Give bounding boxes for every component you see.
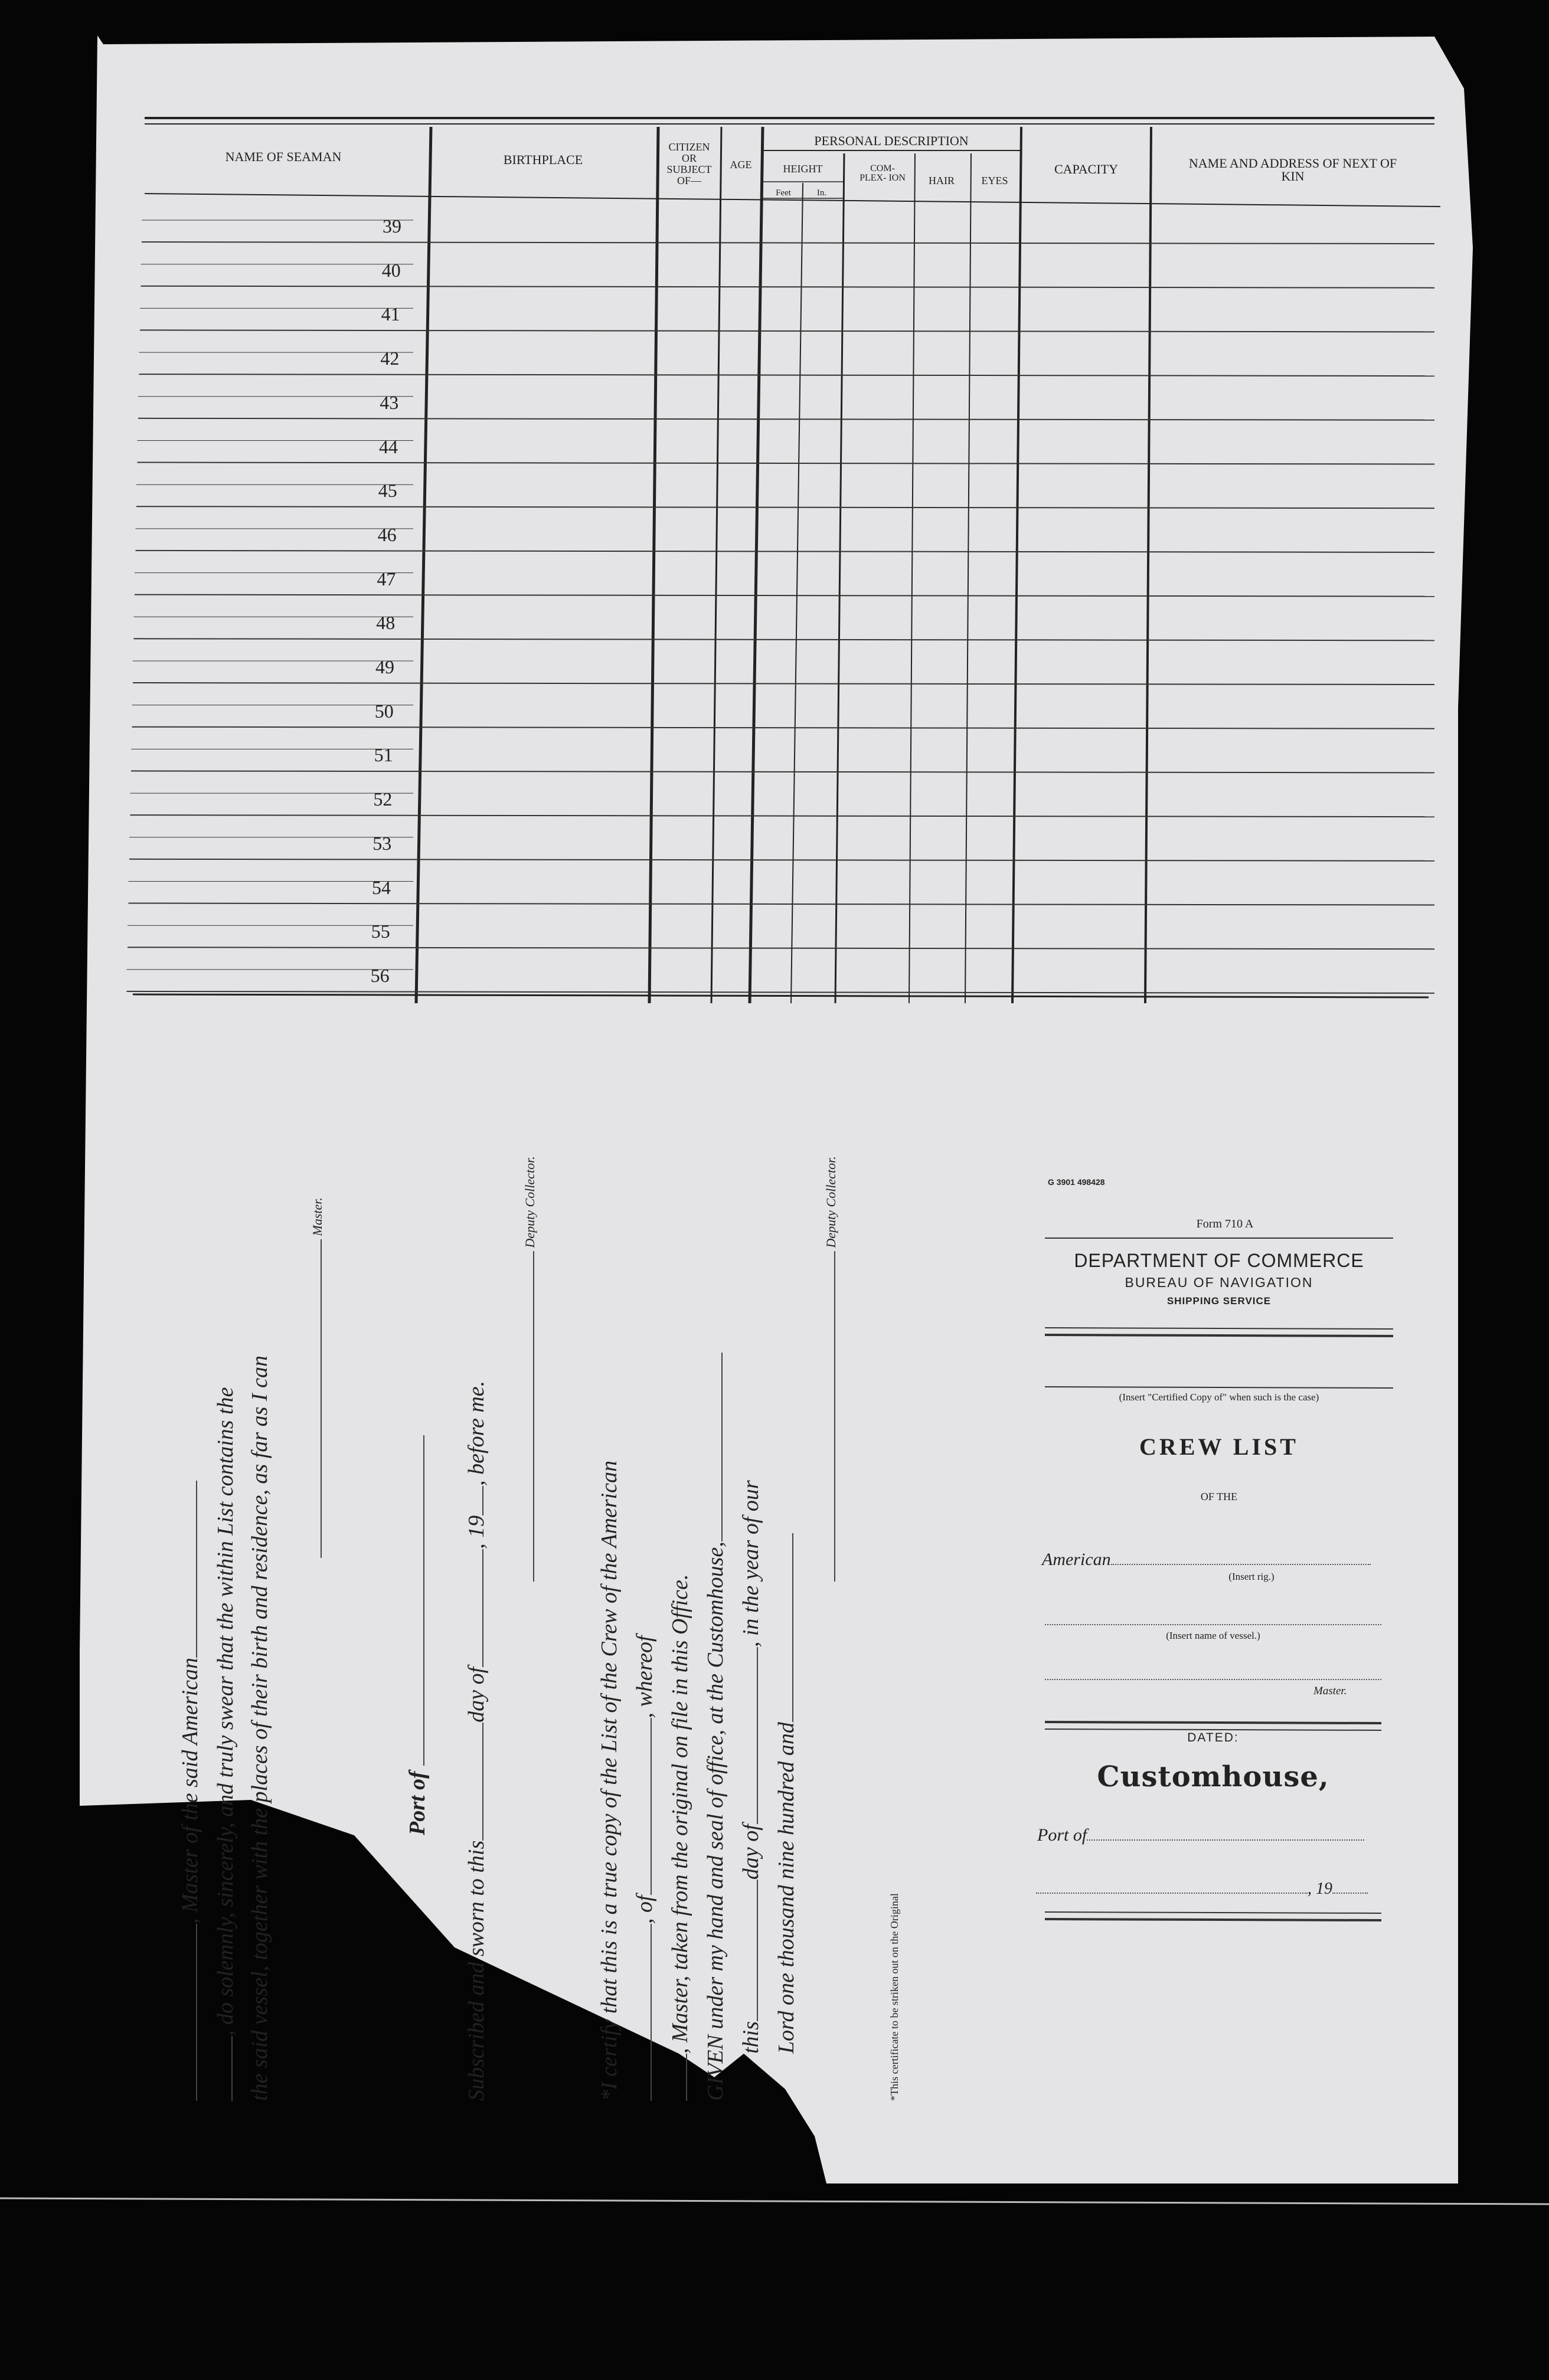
oath-line-1-text: , Master of the said American [178,1657,202,1924]
cover-port-label: Port of [1037,1825,1087,1845]
oath-given-line [702,1353,728,2101]
cover-service: SHIPPING SERVICE [1166,1295,1272,1307]
header-inches: In. [816,188,827,198]
row-number-39: 39 [383,215,401,237]
oath-port-label: Port of [405,1771,430,1835]
header-feet: Feet [776,188,791,198]
oath-master-taken-line [667,1574,693,2101]
oath-deputy-collector-1: Deputy Collector. [522,1156,537,1248]
oath-deputy-line-1 [522,1156,538,1582]
row-number-42: 42 [380,348,400,369]
header-complexion: COM- PLEX- ION [860,163,906,183]
cover-bureau: BUREAU OF NAVIGATION [1125,1275,1313,1290]
header-citizen-or-subject: CITIZEN OR SUBJECT OF— [666,141,712,186]
row-number-46: 46 [377,523,397,545]
header-personal-description: PERSONAL DESCRIPTION [814,133,969,148]
oath-year: , 19 [464,1515,489,1549]
oath-certify-line [596,1461,622,2101]
oath-subscribed-line [463,1381,489,2101]
row-number-45: 45 [378,480,397,502]
cover-title: CREW LIST [1139,1433,1299,1460]
row-number-40: 40 [381,259,401,281]
oath-day-of-2: day of [738,1824,763,1880]
oath-line-3-text: the said vessel, together with the places of their birth and residence, as far as I can [247,1356,272,2101]
cover-vessel-line [1045,1624,1381,1625]
oath-line-2 [213,1387,238,2101]
cover-insert-rig: (Insert rig.) [1228,1571,1275,1582]
cover-insert-certified: (Insert "Certified Copy of" when such is the case) [1119,1392,1319,1403]
row-number-43: 43 [380,391,399,413]
oath-line-1 [177,1481,203,2101]
row-number-54: 54 [372,876,391,898]
cover-dated: DATED: [1187,1731,1239,1744]
oath-footnote: *This certificate to be striken out on the Original [888,1893,900,2101]
cover-american-line [1042,1550,1371,1570]
oath-subscribed-text: Subscribed and sworn to this [464,1840,489,2101]
header-name-of-seaman: NAME OF SEAMAN [225,149,342,164]
oath-block [177,1145,956,2101]
oath-this-line [738,1480,764,2054]
cover-department: DEPARTMENT OF COMMERCE [1074,1250,1364,1271]
cover-print-code: G 3901 498428 [1048,1177,1105,1187]
oath-master-line [310,1197,325,1558]
cover-form-number: Form 710 A [1196,1217,1254,1230]
oath-line-2-text: , do solemnly, sincerely, and truly swear that the within List contains the [213,1387,238,2036]
header-hair: HAIR [929,175,955,186]
cover-customhouse: Customhouse, [1097,1760,1329,1793]
row-number-49: 49 [375,656,394,677]
header-height: HEIGHT [783,163,823,175]
oath-given-text: GIVEN under my hand and seal of office, at the Customhouse, [703,1541,728,2101]
row-number-50: 50 [374,700,394,722]
oath-deputy-line-2 [823,1156,839,1582]
row-number-56: 56 [370,964,390,986]
row-number-52: 52 [373,788,393,810]
oath-before-me: , before me. [464,1380,489,1486]
oath-deputy-collector-2: Deputy Collector. [823,1156,838,1248]
header-birthplace: BIRTHPLACE [503,152,583,167]
row-number-53: 53 [372,832,392,854]
oath-of-line [632,1635,658,2101]
oath-whereof-text: , whereof [632,1635,657,1718]
row-number-44: 44 [379,436,398,457]
cover-master-line [1045,1679,1381,1680]
oath-line-3 [247,1356,273,2101]
oath-of-text: , of [632,1895,657,1924]
oath-day-of: day of [464,1667,489,1723]
cover-port-line [1037,1825,1364,1845]
oath-master-label: Master. [310,1197,325,1236]
row-number-41: 41 [381,303,400,325]
oath-certify-text: *I certify that this is a true copy of the List of the Crew of the American [597,1461,622,2101]
cover-american-label: American [1042,1550,1111,1569]
cover-of-the: OF THE [1200,1491,1238,1502]
row-number-51: 51 [374,744,393,766]
header-capacity: CAPACITY [1054,162,1118,176]
oath-master-taken-text: , Master, taken from the original on file in this Office. [668,1574,692,2054]
header-next-of-kin: NAME AND ADDRESS OF NEXT OF KIN [1188,156,1397,184]
oath-lord-text: Lord one thousand nine hundred and [774,1722,799,2054]
oath-lord-line [773,1533,799,2054]
cover-insert-vessel: (Insert name of vessel.) [1166,1630,1260,1641]
cover-year-line [1036,1880,1368,1898]
cover-master-label: Master. [1313,1685,1347,1697]
oath-in-the-year: , in the year of our [738,1480,763,1648]
oath-this-text: this [738,2021,763,2054]
cover-year-label: , 19 [1308,1880,1332,1898]
header-age: AGE [730,159,752,171]
row-number-47: 47 [377,568,396,590]
row-number-55: 55 [371,921,390,942]
row-number-48: 48 [376,612,396,634]
oath-port-line [404,1435,430,1835]
header-eyes: EYES [981,175,1008,186]
